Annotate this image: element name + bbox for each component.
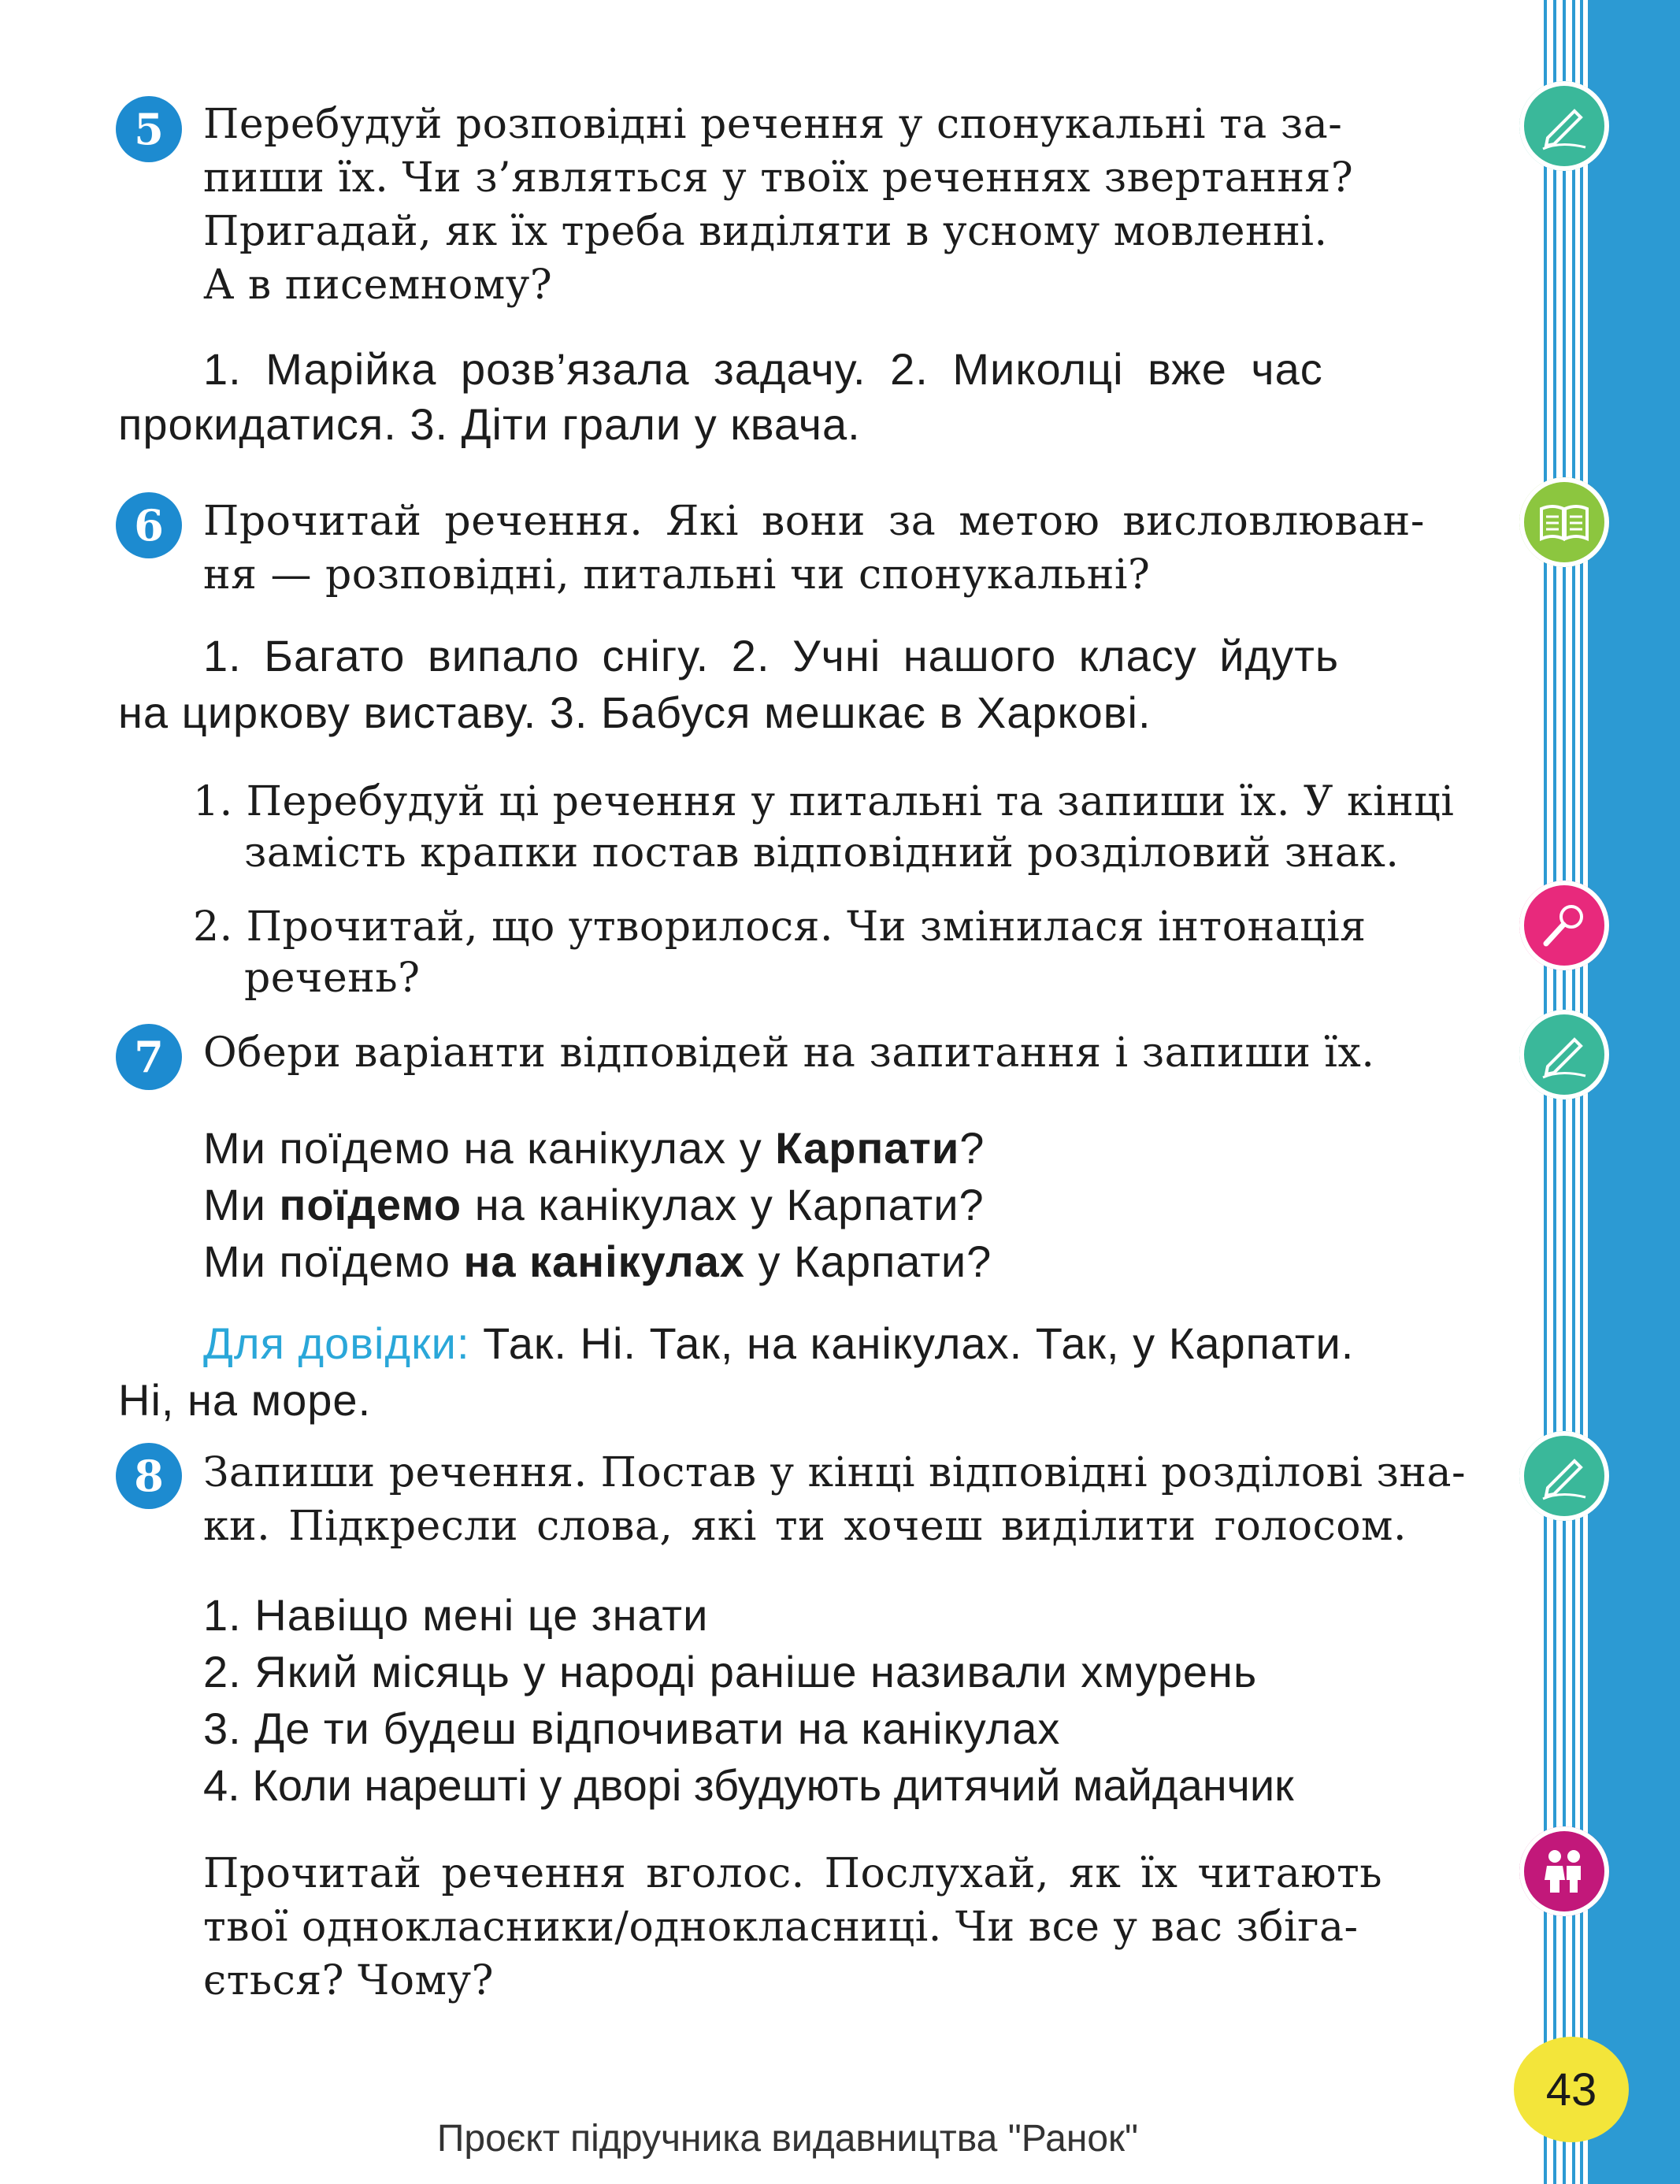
subtask-line: 1. Перебудуй ці речення у питальні та запиши їх. У кінці xyxy=(193,778,1455,825)
body-line: прокидатися. 3. Діти грали у квача. xyxy=(118,399,861,449)
list-item: 2. Який місяць у народі раніше називали хмурень xyxy=(203,1647,1258,1696)
subtask-line: замість крапки постав відповідний розділовий знак. xyxy=(244,829,1400,877)
hint-label: Для довідки: xyxy=(203,1318,470,1368)
question-line: Ми поїдемо на канікулах у Карпати? xyxy=(203,1237,992,1286)
extra-line: Прочитай речення вголос. Послухай, як їх читають xyxy=(203,1850,1383,1897)
task-line: Пригадай, як їх треба виділяти в усному мовленні. xyxy=(203,208,1328,255)
list-item: 3. Де ти будеш відпочивати на канікулах xyxy=(203,1704,1061,1753)
pair-children-icon xyxy=(1537,1844,1592,1899)
question-line: Ми поїдемо на канікулах у Карпати? xyxy=(203,1180,985,1229)
page-number: 43 xyxy=(1514,2037,1629,2142)
body-line: 1. Марійка розв’язала задачу. 2. Миколці вже час xyxy=(203,344,1323,394)
task-line: ки. Підкресли слова, які ти хочеш виділити голосом. xyxy=(203,1503,1407,1550)
task-line: Обери варіанти відповідей на запитання і запиши їх. xyxy=(203,1029,1375,1077)
footer-note: Проєкт підручника видавництва "Ранок" xyxy=(436,2118,1139,2160)
pencil-write-icon xyxy=(1537,98,1592,154)
read-badge xyxy=(1519,477,1609,567)
pencil-write-icon xyxy=(1537,1448,1592,1504)
hint-line: Для довідки: Так. Ні. Так, на канікулах. Так, у Карпати. xyxy=(203,1318,1355,1368)
body-line: 1. Багато випало снігу. 2. Учні нашого класу йдуть xyxy=(203,631,1340,680)
exercise-number: 8 xyxy=(116,1443,182,1509)
exercise-number: 7 xyxy=(116,1024,182,1090)
write-badge xyxy=(1519,1431,1609,1521)
extra-line: твої однокласники/однокласниці. Чи все у вас збіга- xyxy=(203,1904,1359,1951)
exercise-number: 5 xyxy=(116,96,182,162)
extra-line: ється? Чому? xyxy=(203,1957,494,2004)
list-item: 4. Коли нарешті у дворі збудують дитячий майданчик xyxy=(203,1760,1294,1810)
task-line: ня — розповідні, питальні чи спонукальні? xyxy=(203,551,1151,599)
task-line: А в писемному? xyxy=(203,261,553,309)
question-line: Ми поїдемо на канікулах у Карпати? xyxy=(203,1123,985,1173)
speak-badge xyxy=(1519,881,1609,970)
subtask-line: 2. Прочитай, що утворилося. Чи змінилася інтонація xyxy=(193,903,1367,951)
task-line: Прочитай речення. Які вони за метою висловлюван- xyxy=(203,498,1425,545)
write-badge xyxy=(1519,81,1609,171)
microphone-icon xyxy=(1537,898,1592,953)
task-line: Перебудуй розповідні речення у спонукальні та за- xyxy=(203,101,1343,148)
hint-line: Ні, на море. xyxy=(118,1375,372,1425)
body-line: на циркову виставу. 3. Бабуся мешкає в Харкові. xyxy=(118,688,1152,737)
subtask-line: речень? xyxy=(244,955,421,1002)
pair-badge xyxy=(1519,1826,1609,1916)
pencil-write-icon xyxy=(1537,1027,1592,1082)
open-book-icon xyxy=(1537,495,1592,550)
write-badge xyxy=(1519,1010,1609,1099)
exercise-number: 6 xyxy=(116,492,182,558)
list-item: 1. Навіщо мені це знати xyxy=(203,1590,709,1640)
task-line: Запиши речення. Постав у кінці відповідні розділові зна- xyxy=(203,1449,1467,1496)
task-line: пиши їх. Чи з’являться у твоїх реченнях звертання? xyxy=(203,154,1354,202)
